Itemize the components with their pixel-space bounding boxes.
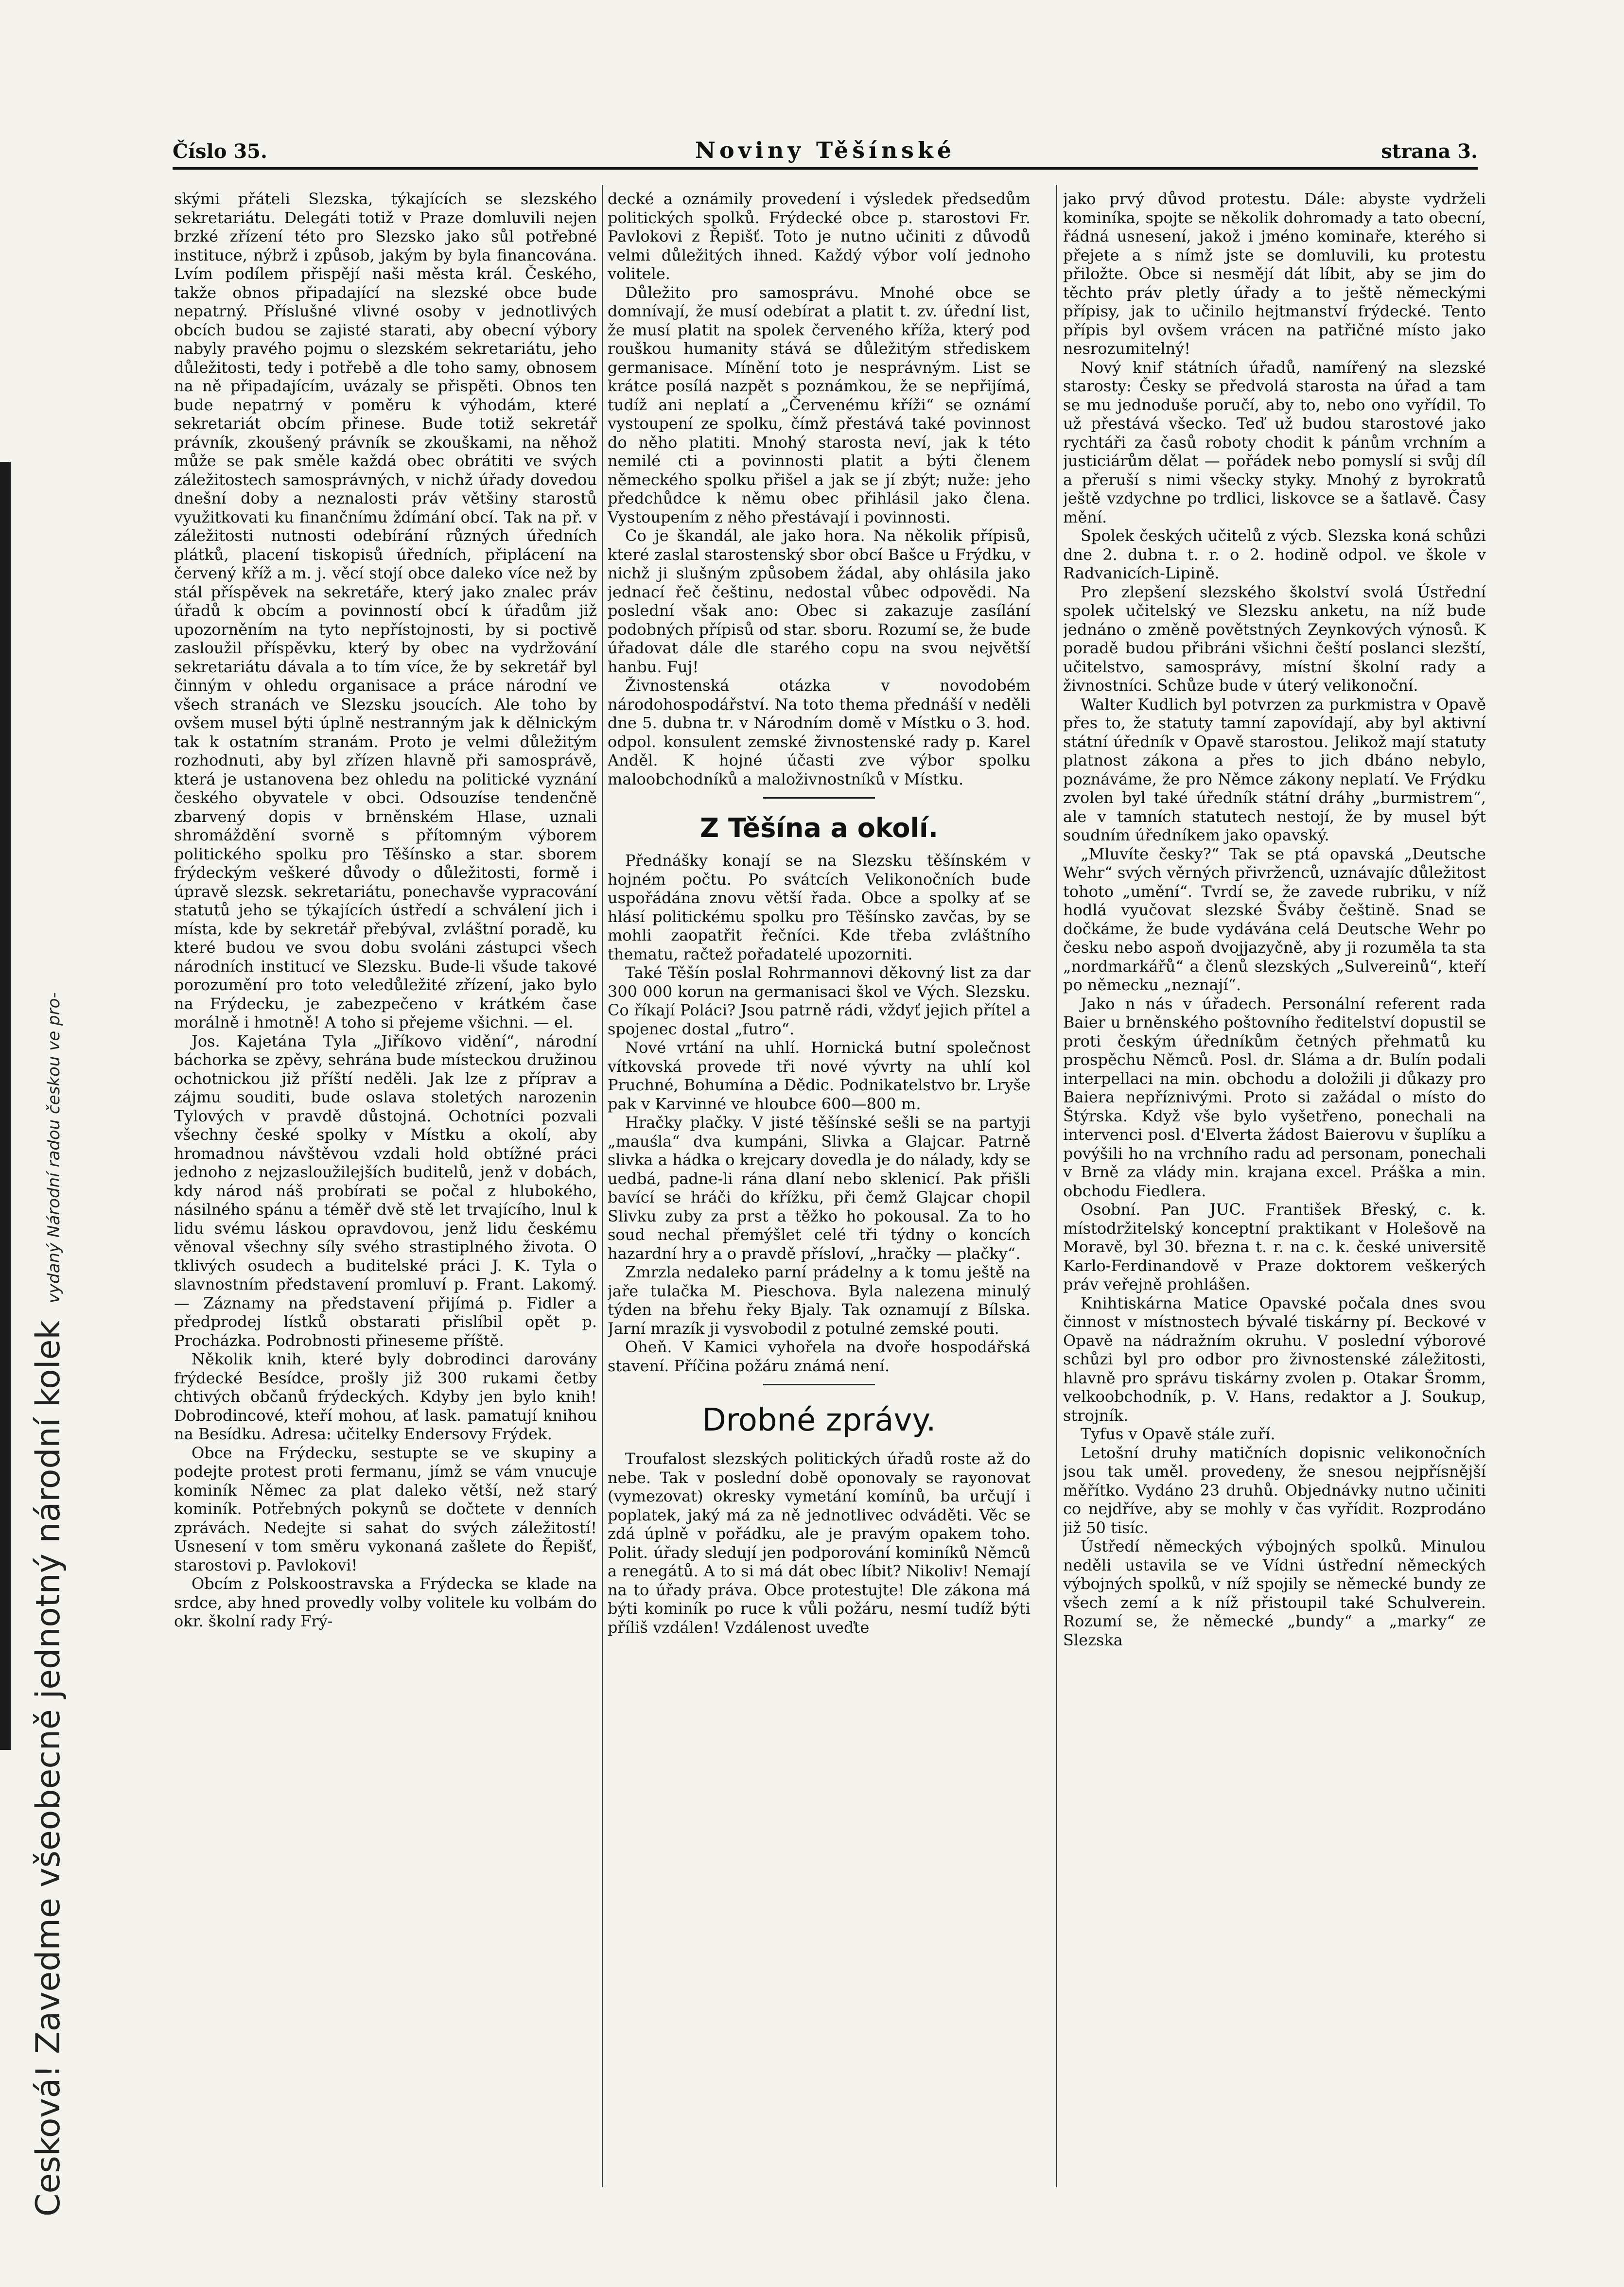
page-number: strana 3.	[1381, 140, 1478, 163]
article-paragraph: Živnostenská otázka v novodobém národohospodářství. Na toto thema přednáší v neděli dne 5. dubna tr. v Národním domě v Místku o 3. hod. odpol. konsulent zemské živnostenské rady p. Karel Anděl. K hojné účasti zve výbor spolku maloobchodníků a maloživnostníků v Místku.	[608, 676, 1030, 788]
article-paragraph: Knihtiskárna Matice Opavské počala dnes svou činnost v místnostech bývalé tiskárny pí. Beckové v Opavě na nádražním okruhu. V poslední výborové schůzi byl pro odbor pro živnostenské záležitosti, hlavně pro správu tiskárny zvolen p. Otakar Šromm, velkoobchodník, p. V. Hans, redaktor a J. Soukup, strojník.	[1063, 1293, 1486, 1425]
column-divider	[602, 185, 603, 2187]
article-paragraph: Důležito pro samosprávu. Mnohé obce se domnívají, že musí odebírat a platit t. zv. úřední list, že musí platit na spolek červeného kříža, který pod rouškou humanity stává se důležitým střediskem germanisace. Mínění toto je nesprávným. List se krátce posílá nazpět s poznámkou, že se nepřijímá, tudíž ani neplatí a „Červenému kříži“ se oznámí vystoupení ze spolku, čímž přestává také povinnost do něho platiti. Mnohý starosta neví, jak k této nemilé cti a povinnosti platit a býti členem německého spolku přišel a jak se jí zbýt; nuže: jeho předchůdce k němu obec přihlásil jako člena. Vystoupením z něho přestávají i povinnosti.	[608, 283, 1030, 526]
article-paragraph: Jos. Kajetána Tyla „Jiříkovo vidění“, národní báchorka se zpěvy, sehrána bude místeckou družinou ochotnickou již příští neděli. Jak lze z příprav a zájmu souditi, bude oslava stoletých narozenin Tylových v pravdě důstojná. Ochotníci pozvali všechny české spolky v Místku a okolí, aby hromadnou návštěvou vzdali hold obtížné práci jednoho z nejzasloužilejších buditelů, jenž v dobách, kdy národ náš probírati se počal z hlubokého, násilného spánu a téměř dvě stě let trvajícího, lnul k lidu svému láskou opravdovou, jenž lidu českému věnoval všechny síly svého strastiplného života. O tklivých osudech a buditelské práci J. K. Tyla o slavnostním představení promluví p. Frant. Lakomý. — Záznamy na představení přijímá p. Fidler a předprodej lístků obstarati přislíbil opět p. Procházka. Podrobnosti přineseme příště.	[174, 1031, 597, 1350]
article-paragraph: Také Těšín poslal Rohrmannovi děkovný list za dar 300 000 korun na germanisaci škol ve Vých. Slezsku. Co říkají Poláci? Jsou patrně rádi, vždyť jejich přítel a spojenec dostal „futro“.	[608, 963, 1030, 1038]
column-1	[174, 190, 597, 2231]
article-paragraph: Nové vrtání na uhlí. Hornická butní společnost vítkovská provede tři nové vývrty na uhlí kol Pruchné, Bohumína a Dědic. Podnikatelstvo br. Lryše pak v Karvinné ve hloubce 600—800 m.	[608, 1038, 1030, 1113]
column-2	[608, 190, 1030, 2231]
article-paragraph: Zmrzla nedaleko parní prádelny a k tomu ještě na jaře tulačka M. Pieschova. Byla nalezena minulý týden na břehu řeky Bjaly. Tak oznamují z Bílska. Jarní mrazík ji vysvobodil z potulné zemské pouti.	[608, 1263, 1030, 1338]
article-paragraph: Tyfus v Opavě stále zuří.	[1081, 1425, 1275, 1443]
paper-title: Noviny Těšínské	[695, 137, 956, 163]
section-divider	[763, 797, 875, 799]
section-divider	[763, 1384, 875, 1385]
article-paragraph: „Mluvíte česky?“ Tak se ptá opavská „Deutsche Wehr“ svých věrných přivrženců, uznávajíc důležitost tohoto „umění“. Tvrdí se, že zavede rubriku, v níž hodlá vyučovat slezské Šváby češtině. Snad se dočkáme, že bude vydávána celá Deutsche Wehr po česku nebo aspoň dvojjazyčně, aby ji rozuměla ta sta „nordmarkářů“ a členů slezských „Sulvereinů“, kteří po německu „neznají“.	[1063, 844, 1486, 994]
article-paragraph: Walter Kudlich byl potvrzen za purkmistra v Opavě přes to, že statuty tamní zapovídají, aby byl aktivní státní úředník v Opavě starostou. Jelikož mají statuty platnost zákona a přes to jich dbáno nebylo, poznáváme, že pro Němce zákony neplatí. Ve Frýdku zvolen byl také úředník státní dráhy „burmistrem“, ale v tamních statutech nestojí, že by musel být soudním úředníkem jako opavský.	[1063, 695, 1486, 844]
article-paragraph: Nový knif státních úřadů, namířený na slezské starosty: Česky se předvolá starosta na úřad a tam se mu jednoduše poručí, aby to, nebo ono vyřídil. To už přestává všecko. Teď už budou starostové jako rychtáři za časů roboty chodit k pánům vrchním a justiciárům dělat — pořádek nebo pomyslí si svůj díl a přeruší s nimi všecky styky. Mnohý z byrokratů ještě vzdychne po trdlici, liskovce se a šatlavě. Časy mění.	[1063, 358, 1486, 526]
margin-small-text: vydaný Národní radou českou ve pro-	[44, 992, 64, 1304]
article-paragraph: Obce na Frýdecku, sestupte se ve skupiny a podejte protest proti fermanu, jímž se vám vnucuje kominík Němec za plat daleko větší, než starý kominík. Potřebných pokynů se dočtete v denních zprávách. Nedejte si sahat do svých záležitostí! Usnesení v tom směru vykonaná zašlete do Řepišť, starostovi p. Pavlokovi!	[174, 1443, 597, 1574]
article-paragraph: Přednášky konají se na Slezsku těšínském v hojném počtu. Po svátcích Velikonočních bude uspořádána znovu větší řada. Obce a spolky ať se hlásí politickému spolku pro Těšínsko zavčas, by se mohli zaopatřit řečníci. Kde třeba zvláštního thematu, račtež pořadatelé upozorniti.	[608, 851, 1030, 963]
section-heading-drobne: Drobné zprávy.	[702, 1402, 936, 1438]
issue-number: Číslo 35.	[173, 140, 267, 163]
page-header	[173, 136, 1478, 170]
article-paragraph: Letošní druhy matičních dopisnic velikonočních jsou tak uměl. provedeny, že snesou nejpřísnější měřítko. Vydáno 23 druhů. Objednávky nutno učiniti co nejdříve, aby se mohly v čas vyřídit. Rozprodáno již 50 tisíc.	[1063, 1443, 1486, 1537]
header-rule	[173, 167, 1478, 170]
article-paragraph: Ústředí německých výbojných spolků. Minulou neděli ustavila se ve Vídni ústřední německých výbojných spolků, v níž spojily se německé bundy ze všech zemí a k níž přistoupil také Schulverein. Rozumí se, že německé „bundy“ a „marky“ ze Slezska	[1063, 1537, 1486, 1649]
column-divider	[1056, 185, 1057, 2187]
margin-note	[29, 992, 68, 2217]
article-paragraph: decké a oznámily provedení i výsledek předsedům politických spolků. Frýdecké obce p. starostovi Fr. Pavlokovi z Řepišť. Toto je nutno učiniti z důvodů velmi důležitých ihned. Každý výbor volí jednoho volitele.	[608, 190, 1030, 283]
article-paragraph: Jako n nás v úřadech. Personální referent rada Baier u brněnského poštovního ředitelství dopustil se proti českým úředníkům četných přehmatů ku prospěchu Němců. Posl. dr. Sláma a dr. Bulín podali interpellaci na min. obchodu a doložili ji důkazy pro Baiera nepříznivými. Proto si zažádal o místo do Štýrska. Když vše bylo vyšetřeno, ponechali na intervenci posl. d'Elverta žádost Baierovu v šuplíku a povýšili ho na vrchního radu ad personam, ponechali v Brně za vlády min. krajana excel. Práška a min. obchodu Fiedlera.	[1063, 994, 1486, 1200]
article-paragraph: Troufalost slezských politických úřadů roste až do nebe. Tak v poslední době oponovaly se rayonovat (vymezovat) okresky vymetání komínů, ba určují i poplatek, jaký má za ně jednotlivec odváděti. Věc se zdá úplně v pořádku, ale je pravým opakem toho. Polit. úřady sledují jen podporování kominíků Němců a renegátů. A to si má dát obec líbit? Nikoliv! Nemají na to úřady práva. Obce protestujte! Dle zákona má býti kominík po ruce k vůli požáru, nesmí tudíž býti příliš vzdálen! Vzdálenost uveďte	[608, 1449, 1030, 1637]
column-3	[1063, 190, 1486, 2231]
binding-edge	[0, 462, 11, 1750]
article-paragraph: Hračky plačky. V jisté těšínské sešli se na partyji „mauśla“ dva kumpáni, Slivka a Glajcar. Patrně slivka a hádka o krejcary dovedla je do nálady, kdy se uedbá, padne-li rána dlaní nebo sklenicí. Pak přišli bavící se hráči do křížku, při čemž Glajcar chopil Slivku zuby za prst a těžko ho pokousal. Za to ho soud nechal přemýšlet celé tři týdny o koncích hazardní hry a o pravdě přísloví, „hračky — plačky“.	[608, 1113, 1030, 1263]
article-paragraph: Obcím z Polskoostravska a Frýdecka se klade na srdce, aby hned provedly volby volitele ku volbám do okr. školní rady Frý-	[174, 1574, 597, 1630]
article-paragraph: skými přáteli Slezska, týkajících se slezského sekretariátu. Delegáti totiž v Praze domluvili nejen brzké zřízení této pro Slezsko jako sůl potřebné instituce, nýbrž i způsob, jakým by byla financována. Lvím podílem přispějí naši města král. Českého, takže obnos připadající na slezské obce bude nepatrný. Příslušné vlivné osoby v jednotlivých obcích budou se zajisté starati, aby obecní výbory nabyly pravého pojmu o slezském sekretariátu, jeho důležitosti, tedy i potřebě a dle toho samy, obnosem na ně připadajícím, uvázaly se přispěti. Obnos ten bude nepatrný v poměru k výhodám, které sekretariát obcím přinese. Bude totiž sekretář právník, zkoušený právník se zkouškami, na něhož může se pak směle každá obec obrátiti ve svých záležitostech samosprávných, v nichž úřady dovedou dnešní doby a neznalosti práv většiny starostů využitkovati ku finančnímu ždímání obcí. Tak na př. v záležitosti nutnosti odebírání různých úředních plátků, placení tiskopisů úředních, připlácení na červený kříž a m. j. věcí stojí obce daleko více než by stál příspěvek na sekretáře, který jako znalec práv úřadů k obcím a povinností obcí k úřadům již upozorněním na tyto nepřístojnosti, by si poctivě zasloužil příspěvku, který by obec na vydržování sekretariátu dávala a to tím více, že by sekretář byl činným v ohledu organisace a práce národní ve všech stranách ve Slezsku jsoucích. Ale toho by ovšem musel býti úplně nestranným jak k dělnickým tak k ostatním stranám. Proto je velmi důležitým rozhodnuti, aby byl zřízen hlavně při samosprávě, která je ustanovena bez ohledu na politické vyznání českého obyvatele v obci. Odsouzíse tendenčně zbarvený dopis v brněnském Hlase, uznali shromáždění svorně s přítomným výborem politického spolku pro Těšínsko a star. sborem frýdeckým veškeré důvody o důležitosti, formě i úpravě slezsk. sekretariátu, ponechavše vypracování statutů jeho se týkajících ústředí a schválení jich i místa, kde by sekretář přebýval, zvláštní poradě, ku které budou ve svou dobu svoláni zástupci všech národních institucí ve Slezsku. Bude-li všude takové porozumění pro toto veledůležité zřízení, jako bylo na Frýdecku, je zabezpečeno v krátkém čase morálně i hmotně! A toho si přejeme všichni. — el.	[174, 190, 597, 1031]
article-paragraph: Co je škandál, ale jako hora. Na několik přípisů, které zaslal starostenský sbor obcí Bašce u Frýdku, v nichž ji slušným způsobem žádal, aby ohlásila jako jednací řeč češtinu, nedostal vůbec odpovědi. Na poslední však ano: Obec si zakazuje zasílání podobných přípisů od star. sboru. Rozumí se, že bude úřadovat dále dle starého copu na svou největší hanbu. Fuj!	[608, 526, 1030, 676]
article-paragraph: Spolek českých učitelů z výcb. Slezska koná schůzi dne 2. dubna t. r. o 2. hodině odpol. ve škole v Radvanicích-Lipině.	[1063, 526, 1486, 582]
margin-main-text: Cesková! Zavedme všeobecně jednotný národní kolek	[29, 1320, 68, 2217]
article-paragraph: Oheň. V Kamici vyhořela na dvoře hospodářská stavení. Příčina požáru známá není.	[608, 1338, 1030, 1375]
section-heading-tesin: Z Těšína a okolí.	[699, 813, 938, 843]
article-paragraph: Několik knih, které byly dobrodinci darovány frýdecké Besídce, prošly již 300 rukami četby chtivých občanů frýdeckých. Kdyby jen bylo knih! Dobrodincové, kteří mohou, ať lask. pamatují knihou na Besídku. Adresa: učitelky Endersovy Frýdek.	[174, 1350, 597, 1443]
article-paragraph: Osobní. Pan JUC. František Břeský, c. k. místodržitelský konceptní praktikant v Holešově na Moravě, byl 30. března t. r. na c. k. české universitě Karlo-Ferdinandově v Praze doktorem veškerých práv veřejně prohlášen.	[1063, 1200, 1486, 1293]
article-paragraph: Pro zlepšení slezského školství svolá Ústřední spolek učitelský ve Slezsku anketu, na níž bude jednáno o změně povětstných Zeynkových výnosů. K poradě budou přibráni všichni čeští poslanci slezští, učitelstvo, samosprávy, místní školní rady a živnostníci. Schůze bude v úterý velikonoční.	[1063, 582, 1486, 695]
article-paragraph: jako prvý důvod protestu. Dále: abyste vydrželi kominíka, spojte se několik dohromady a tato obecní, řádná usnesení, jakož i jméno kominaře, kterého si přejete a s nímž jste se domluvili, ku protestu přiložte. Obce si nesmějí dát líbit, aby se jim do těchto práv pletly úřady a to ještě německými přípisy, jak to učinilo hejtmanství frýdecké. Tento přípis byl ovšem vrácen na patřičné místo jako nesrozumitelný!	[1063, 190, 1486, 358]
